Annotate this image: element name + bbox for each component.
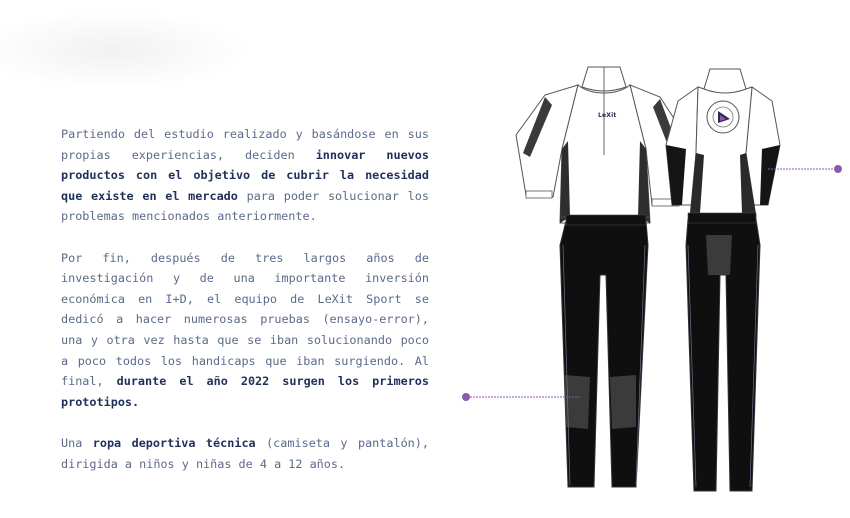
paragraph-1-highlight: innovar nuevos productos con el objetivo de cubrir la necesidad que existe en el mercado <box>61 147 429 203</box>
front-trousers <box>560 215 648 487</box>
paragraph-2 <box>61 248 429 413</box>
description-text <box>61 124 429 495</box>
paragraph-3 <box>61 433 429 474</box>
paragraph-3-highlight: ropa deportiva técnica <box>92 435 256 450</box>
paragraph-1-seg-3: para poder solucionar los problemas mencionados anteriormente. <box>61 188 429 224</box>
callout-knee <box>462 393 580 401</box>
paragraph-2-highlight: durante el año 2022 surgen los primeros prototipos. <box>61 374 429 409</box>
callout-sleeve <box>768 165 842 173</box>
back-shirt <box>666 69 780 217</box>
paragraph-2-seg-1: Por fin, después de tres largos años de investigación y de una importante inversión económica en I+D, el equipo de LeXit Sport se dedicó a hacer numerosas pruebas (ensayo-error), una y otra vez hasta que se iban solucionando poco a poco todos los handicaps que iban surgiendo. Al final, <box>61 250 429 389</box>
back-trousers <box>686 213 760 491</box>
paragraph-1-seg-1: Partiendo del estudio realizado y basándose en sus propias experiencias, deciden <box>61 127 429 162</box>
garment-drawing <box>450 45 850 505</box>
paragraph-1 <box>61 124 429 227</box>
paragraph-3-seg-3: (camiseta y pantalón), dirigida a niños y niñas de 4 a 12 años. <box>61 435 429 471</box>
chest-logo: LeXit <box>598 112 617 119</box>
front-shirt <box>516 67 686 223</box>
background-haze <box>0 10 250 90</box>
paragraph-3-seg-1: Una <box>61 435 93 450</box>
garment-illustration <box>450 45 850 505</box>
